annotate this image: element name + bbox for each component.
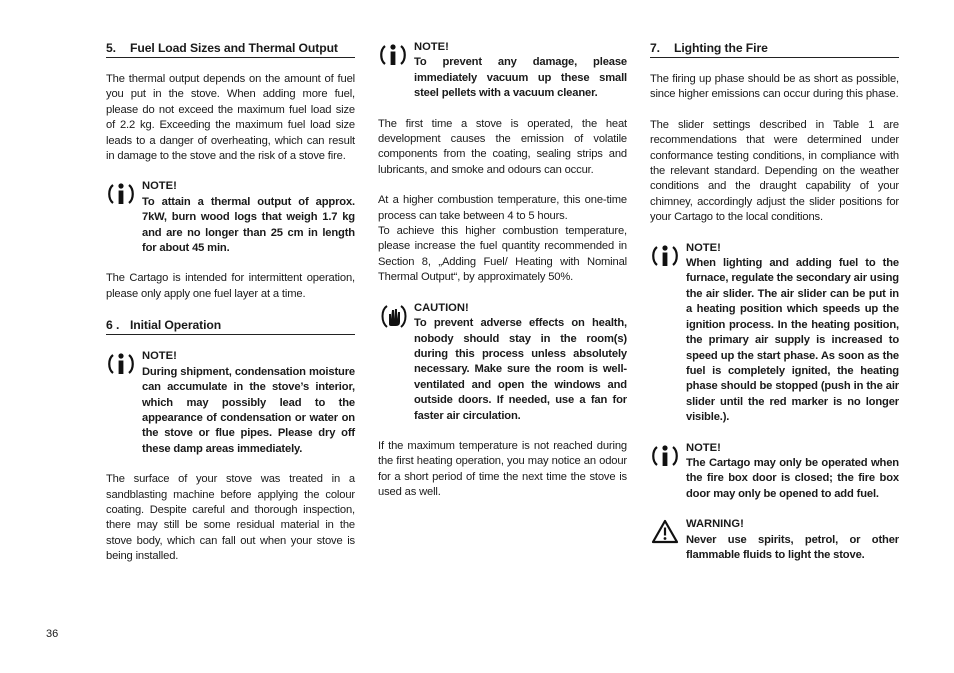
column-right [650, 40, 899, 578]
note-title: NOTE! [142, 180, 177, 193]
note-title: NOTE! [414, 41, 449, 53]
paragraph: The Cartago is intended for intermittent operation, please only apply one fuel layer at a time. [106, 272, 355, 300]
note-box [106, 179, 355, 256]
paragraph: If the maximum temperature is not reached during the first heating operation, you may notice an odour for a short period of time the next time the stove is used as well. [378, 439, 627, 499]
note-text: During shipment, condensation moisture can accumulate in the stove’s interior, which may possibly lead to the appearance of condensation or water on the stove or flue pipes. Please dry off these damp areas immediately. [142, 365, 355, 455]
section-title: Fuel Load Sizes and Thermal Output [130, 41, 338, 55]
warning-text: Never use spirits, petrol, or other flammable fluids to light the stove. [686, 533, 899, 561]
caution-box [378, 301, 627, 424]
note-box [106, 349, 355, 457]
paragraph: The surface of your stove was treated in a sandblasting machine before applying the colour coating. Despite careful and thorough inspection, there may still be some residual material in the stove body, which can fall out when your stove is being installed. [106, 473, 355, 563]
section-heading-6 [106, 317, 355, 335]
note-text: To prevent any damage, please immediately vacuum up these small steel pellets with a vacuum cleaner. [414, 56, 627, 100]
section-heading-7 [650, 40, 899, 58]
column-middle [378, 40, 627, 501]
note-box [650, 241, 899, 426]
section-title: Initial Operation [130, 318, 222, 333]
paragraph: The firing up phase should be as short as possible, since higher emissions can occur during this phase. [650, 73, 899, 101]
caution-text: To prevent adverse effects on health, nobody should stay in the room(s) during this process unless absolutely necessary. Make sure the room is well-ventilated and open the windows and outside doors. If needed, use a fan for faster air circulation. [414, 317, 627, 422]
column-left [106, 40, 355, 565]
caution-title: CAUTION! [414, 301, 469, 314]
warning-triangle-icon [650, 518, 682, 546]
section-number: 6 . [106, 318, 120, 333]
section-number: 7. [650, 41, 660, 55]
note-box [378, 40, 627, 102]
paragraph: The thermal output depends on the amount of fuel you put in the stove. When adding more fuel, please do not exceed the maximum fuel load size of 2.2 kg. Exceeding the maximum fuel load size leads to a danger of overheating, which can result in damage to the stove and the risk of a stove fire. [106, 73, 355, 163]
paragraph: To achieve this higher combustion temperature, please increase the fuel quantity recommended in Section 8, „Adding Fuel/ Heating with Nominal Thermal Output“, by approximately 50%. [378, 225, 627, 284]
warning-box [650, 517, 899, 563]
warning-title: WARNING! [686, 518, 744, 531]
page-number: 36 [46, 628, 59, 640]
note-title: NOTE! [686, 441, 721, 454]
note-box [650, 441, 899, 503]
section-title: Lighting the Fire [674, 41, 768, 55]
paragraph: The slider settings described in Table 1 are recommendations that were determined under conformance testing conditions, in compliance with the relevant standard. Depending on the weather conditions and the draught capability of your chimney, accordingly adjust the slider positions for your Cartago to the local conditions. [650, 118, 899, 224]
note-title: NOTE! [142, 350, 177, 363]
note-text: When lighting and adding fuel to the furnace, regulate the secondary air using the air slider. The air slider can be put in a heating position which speeds up the ignition process. In the heating position, the primary air supply is increased to speed up the start phase. As soon as the fuel is completely ignited, the heating phase should be stopped (push in the air slider until the red marker is no longer visible.). [686, 257, 899, 424]
info-icon [650, 242, 682, 270]
note-text: To attain a thermal output of approx. 7kW, burn wood logs that weigh 1.7 kg and are no longer than 25 cm in length for about 45 min. [142, 195, 355, 255]
section-number: 5. [106, 41, 116, 55]
paragraph: The first time a stove is operated, the heat development causes the emission of volatile components from the coating, sealing strips and lubricants, and smoke and odours can occur. [378, 117, 627, 176]
hand-caution-icon [378, 302, 410, 330]
info-icon [378, 41, 410, 69]
note-title: NOTE! [686, 241, 721, 254]
info-icon [106, 350, 138, 378]
paragraph: At a higher combustion temperature, this one-time process can take between 4 to 5 hours. [378, 194, 627, 222]
info-icon [106, 180, 138, 208]
note-text: The Cartago may only be operated when the fire box door is closed; the fire box door may only be opened to add fuel. [686, 456, 899, 500]
info-icon [650, 442, 682, 470]
section-heading-5 [106, 40, 355, 58]
